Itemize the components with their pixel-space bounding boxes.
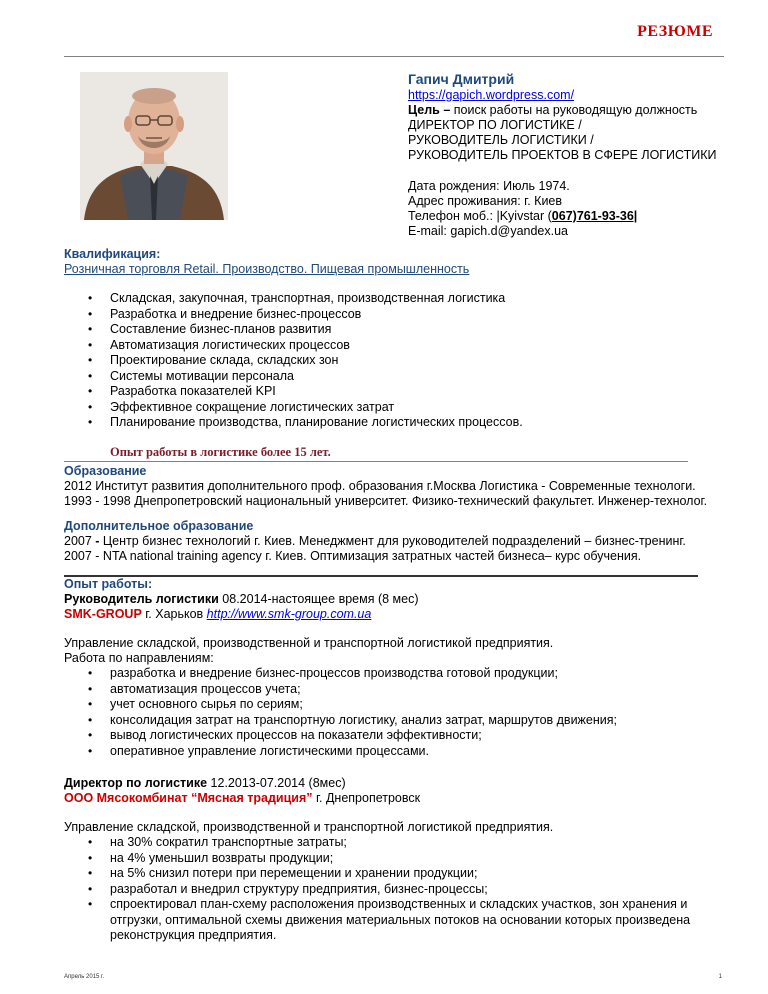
additional-education-section: [64, 519, 754, 564]
education-line: 2012 Институт развития дополнительного проф. образования г.Москва Логистика - Современные технологи.: [64, 479, 696, 493]
education-line: 1993 - 1998 Днепропетровский национальный университет. Физико-технический факультет. Инженер-технолог.: [64, 494, 708, 508]
job2-company-line: [64, 791, 754, 806]
list-item: • Складская, закупочная, транспортная, производственная логистика: [64, 291, 754, 307]
position-1: ДИРЕКТОР ПО ЛОГИСТИКЕ /: [408, 118, 582, 132]
list-item: • Системы мотивации персонала: [64, 369, 754, 385]
education-heading: Образование: [64, 464, 147, 478]
position-2: РУКОВОДИТЕЛЬ ЛОГИСТИКИ /: [408, 133, 594, 147]
list-item: • на 4% уменьшил возвраты продукции;: [64, 851, 724, 867]
list-item: • учет основного сырья по сериям;: [64, 697, 754, 713]
portrait-image: [80, 72, 228, 220]
qualification-spec: Розничная торговля Retail. Производство. Пищевая промышленность: [64, 262, 470, 276]
qualification-heading: Квалификация:: [64, 247, 161, 261]
qualification-divider: [64, 461, 688, 462]
list-item: • консолидация затрат на транспортную логистику, анализ затрат, маршрутов движения;: [64, 713, 754, 729]
company-link[interactable]: http://www.smk-group.com.ua: [206, 607, 372, 621]
birth-date: Дата рождения: Июль 1974.: [408, 179, 570, 193]
footer-date: Апрель 2015 г.: [64, 974, 105, 980]
experience-note: Опыт работы в логистике более 15 лет.: [110, 444, 331, 459]
job-description: Управление складской, производственной и транспортной логистикой предприятия.: [64, 636, 554, 650]
list-item: • Планирование производства, планирование логистических процессов.: [64, 415, 754, 431]
job2-title-line: [64, 776, 754, 791]
company-name: ООО Мясокомбинат “Мясная традиция”: [64, 791, 313, 805]
course-text: Центр бизнес технологий г. Киев. Менеджмент для руководителей подразделений – бизнес-тренинг.: [102, 534, 686, 548]
list-item: • на 30% сократил транспортные затраты;: [64, 835, 724, 851]
list-item: • Разработка показателей KPI: [64, 384, 754, 400]
company-city: г. Днепропетровск: [312, 791, 421, 805]
phone: [408, 209, 748, 224]
list-item: • Проектирование склада, складских зон: [64, 353, 754, 369]
job-description: Работа по направлениям:: [64, 651, 214, 665]
goal-text: поиск работы на руководящую должность: [450, 103, 698, 117]
additional-education-heading: Дополнительное образование: [64, 519, 254, 533]
job1-title-line: [64, 592, 754, 607]
list-item: • Эффективное сокращение логистических затрат: [64, 400, 754, 416]
website-link[interactable]: https://gapich.wordpress.com/: [408, 88, 575, 102]
company-name: SMK-GROUP: [64, 607, 142, 621]
page-number: 1: [718, 974, 722, 980]
job-period: 12.2013-07.2014 (8мес): [207, 776, 346, 790]
phone-prefix: Телефон моб.: |Kyivstar (: [408, 209, 552, 223]
year: 2007: [64, 534, 96, 548]
resume-title: РЕЗЮМЕ: [637, 23, 713, 40]
person-name: Гапич Дмитрий: [408, 71, 515, 87]
address: Адрес проживания: г. Киев: [408, 194, 563, 208]
list-item: • разработка и внедрение бизнес-процессов производства готовой продукции;: [64, 666, 754, 682]
list-item: • Разработка и внедрение бизнес-процессов: [64, 307, 754, 323]
work-section: [64, 577, 754, 944]
qualification-section: [64, 247, 754, 460]
email: E-mail: gapich.d@yandex.ua: [408, 224, 568, 238]
job-title: Директор по логистике: [64, 776, 208, 790]
job2-achievements-list: [64, 835, 724, 944]
list-item: • на 5% снизил потери при перемещении и хранении продукции;: [64, 866, 724, 882]
goal-line: [408, 103, 748, 118]
job-title: Руководитель логистики: [64, 592, 219, 606]
position-3: РУКОВОДИТЕЛЬ ПРОЕКТОВ В СФЕРЕ ЛОГИСТИКИ: [408, 148, 717, 162]
profile-photo: [80, 72, 228, 220]
company-city: г. Харьков: [141, 607, 207, 621]
work-heading: Опыт работы:: [64, 577, 153, 591]
qualification-list: [64, 291, 754, 431]
phone-number: 067)761-93-36|: [551, 209, 638, 223]
goal-label: Цель –: [408, 103, 451, 117]
list-item: • спроектировал план-схему расположения производственных и складских участков, зон хранения и отгрузки, оптимальной схемы движения материальных потоков на основании которых произведена реконструкция предприятия.: [64, 897, 724, 944]
profile-header: [408, 70, 748, 239]
additional-education-line: [64, 534, 754, 549]
job1-duties-list: [64, 666, 754, 759]
job-description: Управление складской, производственной и транспортной логистикой предприятия.: [64, 820, 554, 834]
job-period: 08.2014-настоящее время (8 мес): [218, 592, 419, 606]
additional-education-line: 2007 - NTA national training agency г. Киев. Оптимизация затратных частей бизнеса– курс обучения.: [64, 549, 642, 563]
job1-company-line: [64, 607, 754, 622]
list-item: • вывод логистических процессов на показатели эффективности;: [64, 728, 754, 744]
list-item: • разработал и внедрил структуру предприятия, бизнес-процессы;: [64, 882, 724, 898]
list-item: • Составление бизнес-планов развития: [64, 322, 754, 338]
header-divider: [64, 56, 724, 57]
list-item: • оперативное управление логистическими процессами.: [64, 744, 754, 760]
dash: -: [95, 534, 103, 548]
list-item: • Автоматизация логистических процессов: [64, 338, 754, 354]
education-section: [64, 464, 754, 509]
list-item: • автоматизация процессов учета;: [64, 682, 754, 698]
